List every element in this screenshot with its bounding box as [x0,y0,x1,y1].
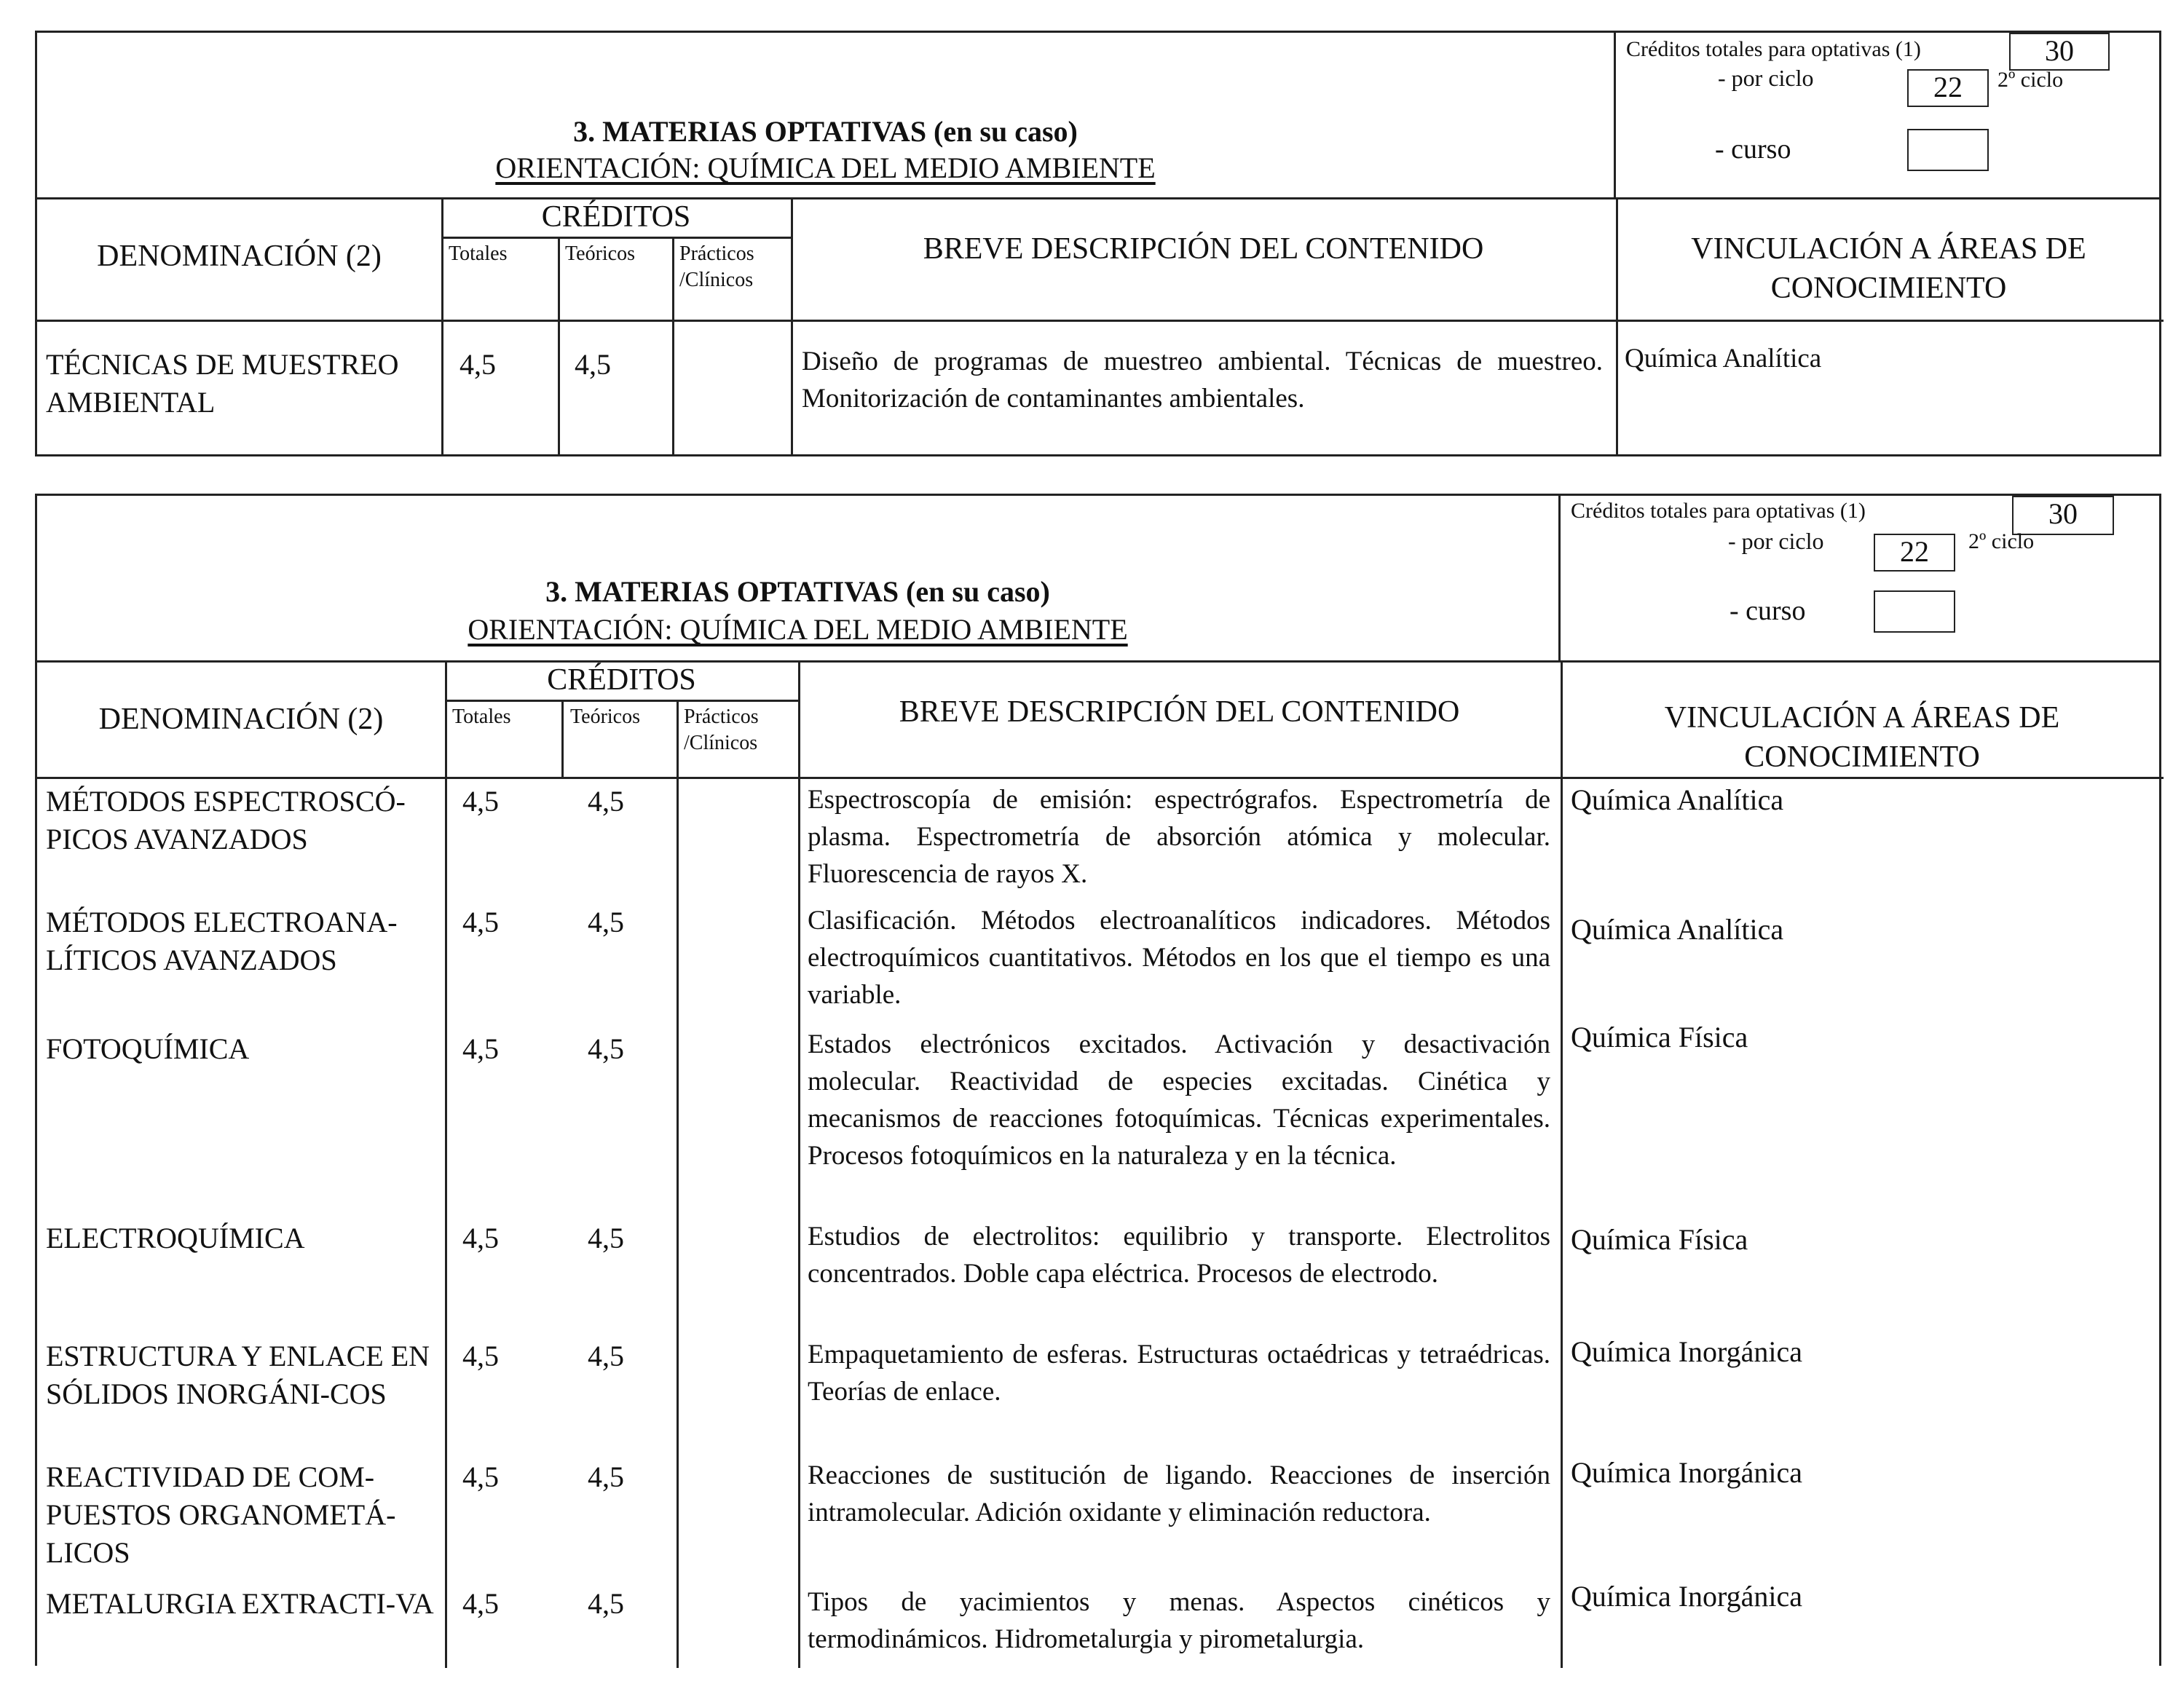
subject-name: ELECTROQUÍMICA [46,1222,305,1254]
credits-totales: 4,5 [462,1460,499,1493]
subject-description: Empaquetamiento de esferas. Estructuras octaédricas y tetraédricas. Teorías de enlace. [808,1340,1550,1407]
section-title: 3. MATERIAS OPTATIVAS (en su caso) [573,115,1078,148]
course-label: - curso [1730,596,1806,626]
col-practicos: Prácticos /Clínicos [684,705,759,754]
per-cycle-value: 22 [1874,534,1955,572]
subject-description: Estudios de electrolitos: equilibrio y transporte. Electrolitos concentrados. Doble capa eléctrica. Procesos de electrodo. [808,1222,1550,1289]
col-teoricos: Teóricos [570,705,641,728]
per-cycle-label: - por ciclo [1728,528,1824,554]
col-practicos: Prácticos /Clínicos [679,242,754,291]
credits-teoricos: 4,5 [588,1587,624,1620]
orientation-title: ORIENTACIÓN: QUÍMICA DEL MEDIO AMBIENTE [468,613,1128,646]
knowledge-area: Química Inorgánica [1571,1335,1803,1368]
total-credits-label: Créditos totales para optativas (1) [1571,499,1866,523]
credits-teoricos: 4,5 [588,1340,624,1372]
subject-description: Reacciones de sustitución de ligando. Reacciones de inserción intramolecular. Adición oxidante y eliminación reductora. [808,1460,1550,1527]
knowledge-area: Química Física [1571,1021,1748,1053]
subject-description: Estados electrónicos excitados. Activación y desactivación molecular. Reactividad de especies excitadas. Cinética y mecanismos de reacciones fotoquímicas. Técnicas experimentales. Procesos fotoquímicos en la naturaleza y en la técnica. [808,1029,1550,1171]
subject-name: TÉCNICAS DE MUESTREO AMBIENTAL [46,348,399,419]
subject-description: Clasificación. Métodos electroanalíticos indicadores. Métodos electroquímicos cuantitativos. Métodos en los que el tiempo es una variable. [808,906,1550,1010]
subject-description: Diseño de programas de muestreo ambiental. Técnicas de muestreo. Monitorización de contaminantes ambientales. [802,347,1603,414]
knowledge-area: Química Analítica [1625,344,1822,373]
credits-totales: 4,5 [462,1340,499,1372]
col-totales: Totales [452,705,511,728]
credits-totales: 4,5 [462,785,499,818]
subject-name: MÉTODOS ELECTROANA-LÍTICOS AVANZADOS [46,906,398,976]
course-value [1907,129,1989,171]
subject-name: MÉTODOS ESPECTROSCÓ-PICOS AVANZADOS [46,785,406,855]
course-value [1874,590,1955,633]
credits-summary [1561,496,2159,662]
knowledge-area: Química Inorgánica [1571,1580,1803,1613]
credits-teoricos: 4,5 [588,1032,624,1065]
col-teoricos: Teóricos [565,242,636,265]
optativas-table-1 [35,31,2161,456]
cycle-suffix: 2º ciclo [1968,529,2035,553]
subject-name: METALURGIA EXTRACTI-VA [46,1587,434,1620]
section-header [37,33,1616,199]
cycle-suffix: 2º ciclo [1997,68,2064,92]
knowledge-area: Química Analítica [1571,913,1784,946]
col-vinculacion: VINCULACIÓN A ÁREAS DE CONOCIMIENTO [1664,701,2060,774]
total-credits-label: Créditos totales para optativas (1) [1626,37,1921,61]
subject-name: ESTRUCTURA Y ENLACE EN SÓLIDOS INORGÁNI-COS [46,1340,430,1410]
credits-teoricos: 4,5 [575,348,611,381]
col-vinculacion: VINCULACIÓN A ÁREAS DE CONOCIMIENTO [1691,232,2086,305]
subject-description: Espectroscopía de emisión: espectrógrafos. Espectrometría de plasma. Espectrometría de absorción atómica y molecular. Fluorescencia de rayos X. [808,785,1550,889]
per-cycle-label: - por ciclo [1718,65,1814,91]
col-totales: Totales [449,242,508,265]
credits-totales: 4,5 [462,1032,499,1065]
knowledge-area: Química Inorgánica [1571,1456,1803,1489]
credits-teoricos: 4,5 [588,906,624,938]
col-descripcion: BREVE DESCRIPCIÓN DEL CONTENIDO [923,232,1484,266]
col-descripcion: BREVE DESCRIPCIÓN DEL CONTENIDO [899,695,1460,729]
knowledge-area: Química Analítica [1571,783,1784,816]
optativas-table-2 [35,494,2161,1666]
total-credits-value: 30 [2009,33,2110,71]
credits-teoricos: 4,5 [588,785,624,818]
col-denominacion: DENOMINACIÓN (2) [97,240,382,273]
section-title: 3. MATERIAS OPTATIVAS (en su caso) [545,575,1050,608]
subject-name: REACTIVIDAD DE COM-PUESTOS ORGANOMETÁ-LICOS [46,1460,396,1569]
credits-totales: 4,5 [462,1222,499,1254]
credits-summary [1616,33,2159,199]
subject-name: FOTOQUÍMICA [46,1032,250,1065]
col-creditos: CRÉDITOS [541,200,691,234]
credits-totales: 4,5 [460,348,496,381]
credits-totales: 4,5 [462,1587,499,1620]
orientation-title: ORIENTACIÓN: QUÍMICA DEL MEDIO AMBIENTE [495,151,1156,184]
per-cycle-value: 22 [1907,69,1989,107]
col-creditos: CRÉDITOS [547,663,696,697]
col-denominacion: DENOMINACIÓN (2) [98,703,384,736]
credits-teoricos: 4,5 [588,1460,624,1493]
knowledge-area: Química Física [1571,1223,1748,1256]
total-credits-value: 30 [2012,496,2114,535]
course-label: - curso [1715,134,1791,165]
section-header [37,496,1561,662]
subject-description: Tipos de yacimientos y menas. Aspectos cinéticos y termodinámicos. Hidrometalurgia y pirometalurgia. [808,1587,1550,1654]
credits-teoricos: 4,5 [588,1222,624,1254]
credits-totales: 4,5 [462,906,499,938]
